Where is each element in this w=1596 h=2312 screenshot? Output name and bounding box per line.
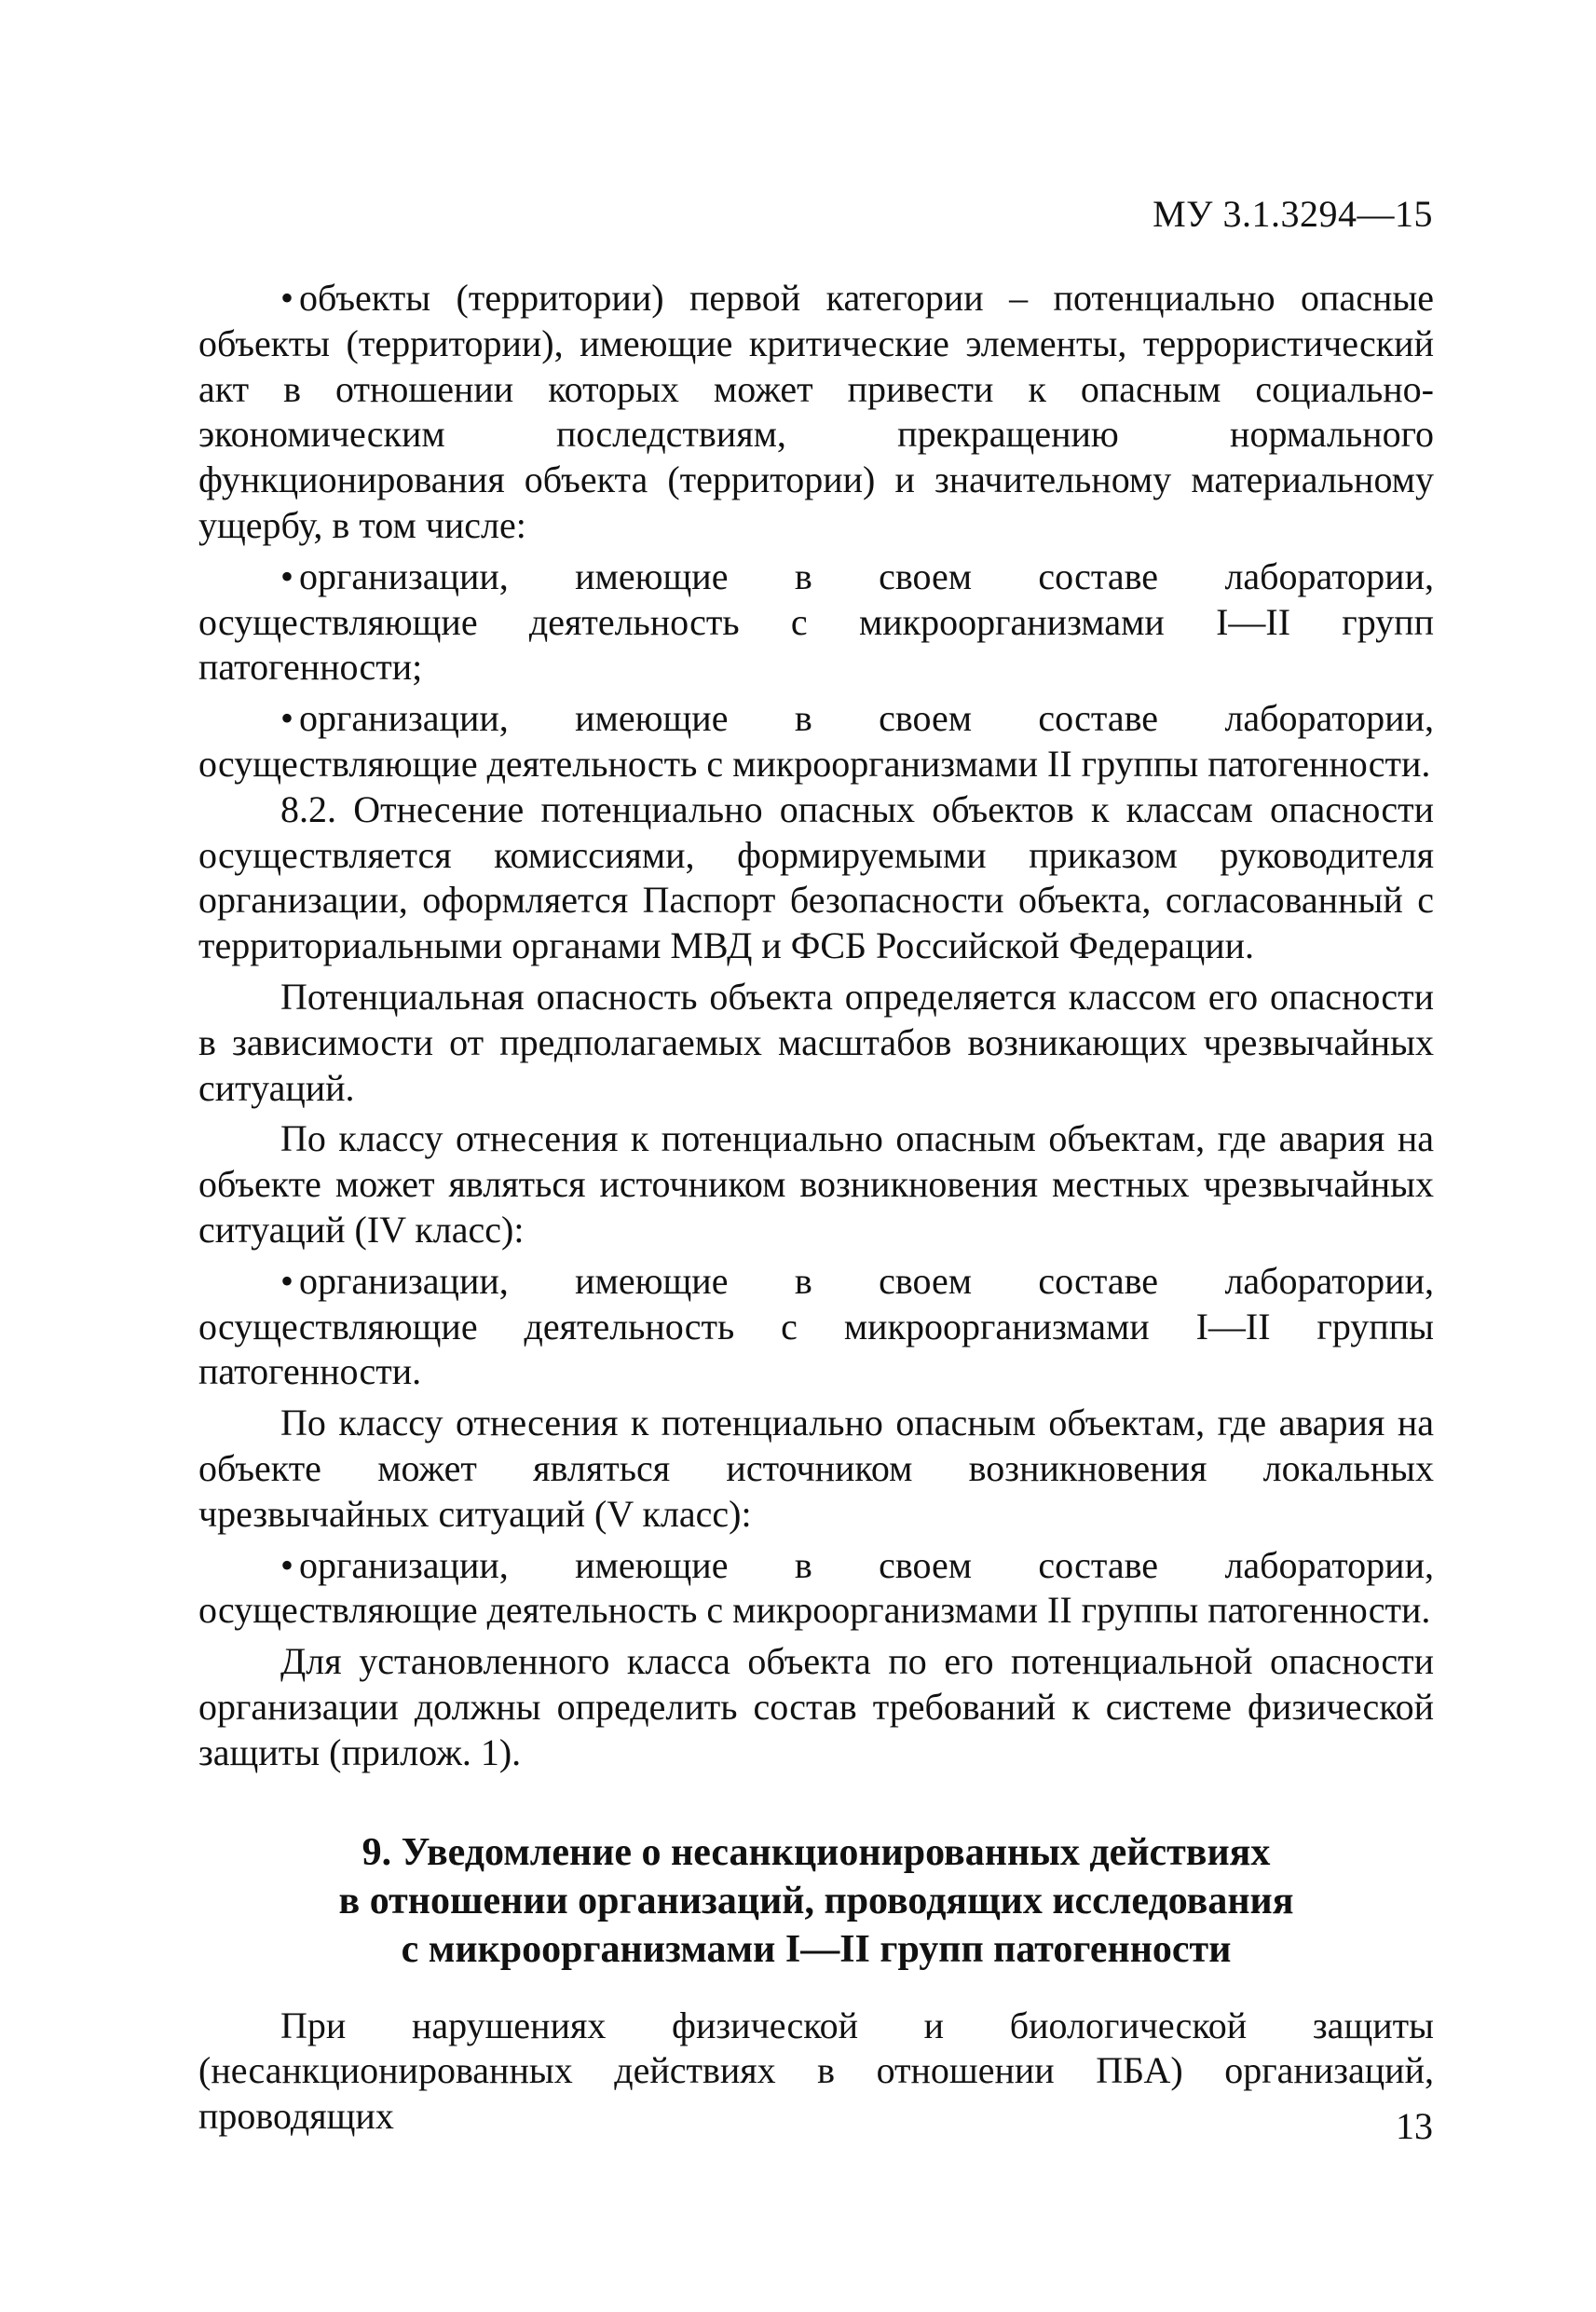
paragraph-text: организации, имеющие в своем составе лаборатории, осуществляющие деятельность с микроорганизмами II группы патогенности. bbox=[198, 1543, 1434, 1632]
page-number: 13 bbox=[1396, 2105, 1433, 2147]
paragraph-class-iv: По классу отнесения к потенциально опасным объектам, где авария на объекте может являться источником возникновения местных чрезвычайных ситуаций (IV класс): bbox=[198, 1117, 1434, 1251]
bullet-paragraph bbox=[198, 696, 1434, 787]
paragraph-class-v: По классу отнесения к потенциально опасным объектам, где авария на объекте может являться источником возникновения локальных чрезвычайных ситуаций (V класс): bbox=[198, 1402, 1434, 1535]
bullet-icon: • bbox=[280, 554, 294, 597]
bullet-icon: • bbox=[280, 1543, 294, 1586]
bullet-paragraph bbox=[198, 554, 1434, 691]
document-code: МУ 3.1.3294—15 bbox=[1153, 193, 1433, 235]
bullet-icon: • bbox=[280, 277, 294, 319]
paragraph-text: объекты (территории) первой категории – потенциально опасные объекты (территории), имеющие критические элементы, террористический акт в отношении которых может привести к опасным социально-экономическим последствиям, прекращению нормального функционирования объекта (территории) и значительному материальному ущербу, в том числе: bbox=[198, 277, 1434, 546]
paragraph-8-2: 8.2. Отнесение потенциально опасных объектов к классам опасности осуществляется комиссиями, формируемыми приказом руководителя организации, оформляется Паспорт безопасности объекта, согласованный с территориальными органами МВД и ФСБ Российской Федерации. bbox=[198, 787, 1434, 967]
paragraph-potential-danger: Потенциальная опасность объекта определяется классом его опасности в зависимости от предполагаемых масштабов возникающих чрезвычайных ситуаций. bbox=[198, 975, 1434, 1109]
bullet-paragraph bbox=[198, 276, 1434, 549]
section-heading-line: в отношении организаций, проводящих исследования bbox=[338, 1879, 1294, 1922]
paragraph-requirements: Для установленного класса объекта по его потенциальной опасности организации должны определить состав требований к системе физической защиты (прилож. 1). bbox=[198, 1640, 1434, 1773]
section-first-paragraph: При нарушениях физической и биологической защиты (несанкционированных действиях в отношении ПБА) организаций, проводящих bbox=[198, 2004, 1434, 2138]
paragraph-text: организации, имеющие в своем составе лаборатории, осуществляющие деятельность с микроорганизмами I—II групп патогенности; bbox=[198, 554, 1434, 689]
section-heading bbox=[198, 1828, 1434, 1974]
bullet-paragraph bbox=[198, 1543, 1434, 1635]
bullet-icon: • bbox=[280, 697, 294, 740]
section-heading-line: с микроорганизмами I—II групп патогенности bbox=[401, 1927, 1232, 1971]
document-body bbox=[198, 276, 1434, 2140]
paragraph-text: организации, имеющие в своем составе лаборатории, осуществляющие деятельность с микроорганизмами II группы патогенности. bbox=[198, 697, 1434, 785]
section-heading-line: 9. Уведомление о несанкционированных действиях bbox=[361, 1830, 1271, 1874]
bullet-icon: • bbox=[280, 1259, 294, 1302]
bullet-paragraph bbox=[198, 1259, 1434, 1395]
paragraph-text: организации, имеющие в своем составе лаборатории, осуществляющие деятельность с микроорганизмами I—II группы патогенности. bbox=[198, 1259, 1434, 1393]
